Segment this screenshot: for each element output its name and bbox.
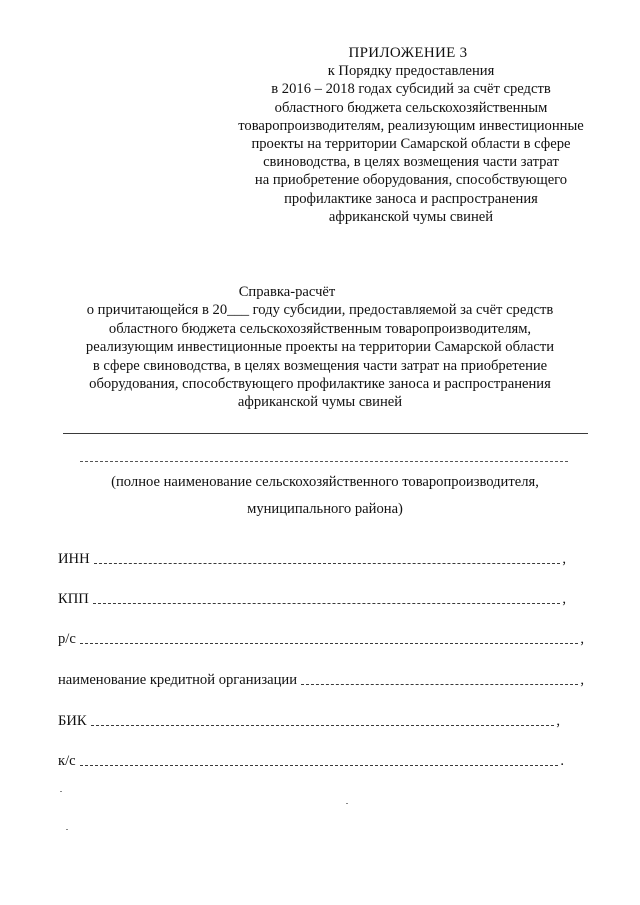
organization-caption: (полное наименование сельскохозяйственного товаропроизводителя, (111, 474, 539, 490)
bank-name-label: наименование кредитной организации (58, 672, 298, 688)
organization-name-line[interactable] (63, 433, 588, 434)
kpp-label: КПП (58, 591, 89, 607)
bank-name-field[interactable] (58, 669, 584, 689)
document-subtitle-line: в сфере свиноводства, в целях возмещения части затрат на приобретение (92, 357, 548, 374)
account-label: р/с (58, 631, 76, 647)
inn-input-line[interactable] (94, 563, 561, 564)
inn-field[interactable] (58, 548, 566, 568)
appendix-line: профилактике заноса и распространения (284, 190, 538, 207)
inn-punct: , (562, 551, 566, 567)
bik-punct: , (556, 713, 560, 729)
district-caption: муниципального района) (247, 501, 403, 517)
appendix-line: африканской чумы свиней (328, 208, 494, 225)
bik-input-line[interactable] (91, 725, 555, 726)
document-title: Справка-расчёт (238, 284, 336, 300)
appendix-line: областного бюджета сельскохозяйственным (274, 99, 548, 116)
appendix-line: свиноводства, в целях возмещения части затрат (263, 154, 559, 171)
bik-field[interactable] (58, 710, 560, 730)
appendix-line: на приобретение оборудования, способствующего (254, 172, 568, 189)
correspondent-account-input-line[interactable] (80, 765, 559, 766)
appendix-line: проекты на территории Самарской области в сфере (251, 136, 571, 153)
correspondent-account-field[interactable] (58, 750, 564, 770)
bank-name-input-line[interactable] (301, 684, 578, 685)
account-punct: , (580, 631, 584, 647)
document-title-block (40, 283, 600, 412)
scan-speck (60, 791, 62, 792)
scan-speck (66, 829, 68, 830)
organization-name-line-2[interactable] (80, 461, 568, 462)
kpp-field[interactable] (58, 588, 566, 608)
bik-label: БИК (58, 713, 87, 729)
appendix-line: товаропроизводителям, реализующим инвестиционные (238, 117, 584, 134)
document-subtitle-line: о причитающейся в 20___ году субсидии, предоставляемой за счёт средств (86, 302, 554, 319)
scan-speck (346, 803, 348, 804)
correspondent-account-punct: . (560, 753, 564, 769)
kpp-input-line[interactable] (93, 603, 561, 604)
document-subtitle-line: оборудования, способствующего профилактике заноса и распространения (89, 376, 551, 393)
document-subtitle-line: областного бюджета сельскохозяйственным товаропроизводителям, (108, 320, 532, 337)
appendix-line: к Порядку предоставления (327, 63, 495, 80)
appendix-line: в 2016 – 2018 годах субсидий за счёт средств (271, 81, 551, 98)
account-field[interactable] (58, 628, 584, 648)
bank-name-punct: , (580, 672, 584, 688)
correspondent-account-label: к/с (58, 753, 76, 769)
inn-label: ИНН (58, 551, 90, 567)
document-subtitle-line: реализующим инвестиционные проекты на территории Самарской области (85, 339, 555, 356)
appendix-header (226, 44, 596, 226)
kpp-punct: , (562, 591, 566, 607)
appendix-title: ПРИЛОЖЕНИЕ 3 (348, 45, 468, 61)
document-subtitle-line: африканской чумы свиней (237, 394, 403, 411)
account-input-line[interactable] (80, 643, 579, 644)
